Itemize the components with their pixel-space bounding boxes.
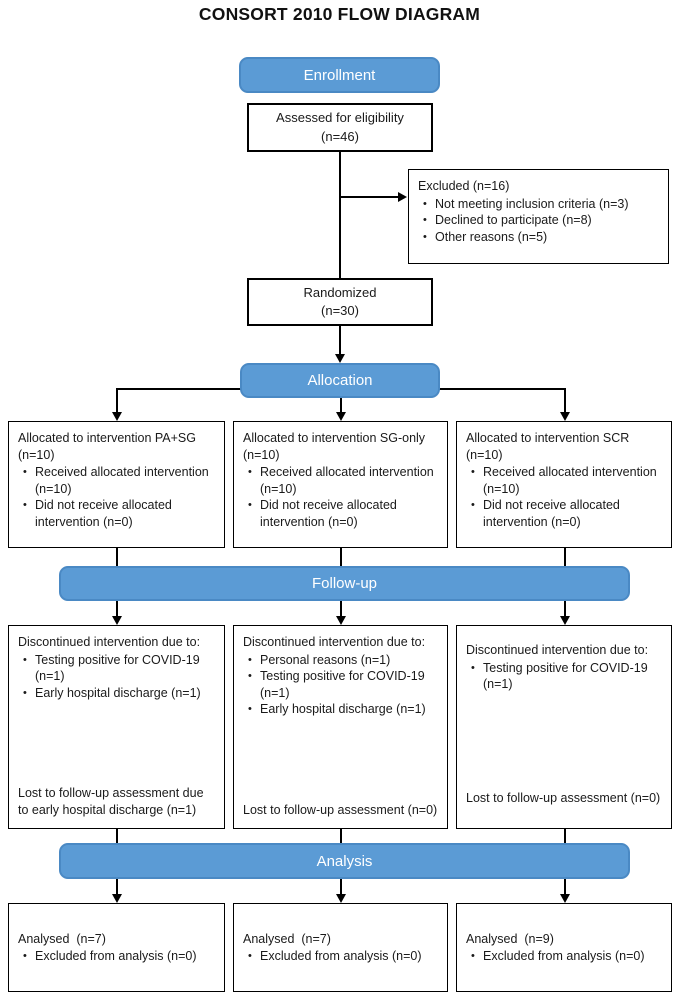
banner-followup-label: Follow-up	[311, 575, 378, 592]
list-item: • Testing positive for COVID-19 (n=1)	[243, 668, 438, 701]
followup-scr-bullets	[466, 660, 662, 693]
box-title: Discontinued intervention due to:	[466, 643, 649, 657]
box-followup-sgonly	[233, 625, 448, 829]
assessed-line2: (n=46)	[321, 128, 359, 144]
box-excluded	[408, 169, 669, 264]
box-title: Analysed (n=9)	[466, 931, 554, 946]
bullet-icon: •	[248, 466, 252, 478]
arrowhead-alloc-left	[112, 412, 122, 421]
analysis-sgonly-bullets	[243, 948, 438, 965]
arrowhead-alloc-right	[560, 412, 570, 421]
bullet-icon: •	[248, 670, 252, 682]
bullet-icon: •	[23, 950, 27, 962]
assessed-line1: Assessed for eligibility	[276, 110, 404, 126]
bullet-icon: •	[423, 214, 427, 226]
list-item: • Other reasons (n=5)	[418, 229, 659, 246]
bullet-icon: •	[23, 686, 27, 699]
list-item: • Received allocated intervention (n=10)	[243, 464, 438, 497]
bullet-icon: •	[471, 661, 475, 674]
excluded-bullets	[418, 196, 659, 246]
box-title: Allocated to intervention SG-only (n=10)	[243, 431, 429, 462]
bullet-icon: •	[471, 950, 475, 962]
box-title: Analysed (n=7)	[243, 931, 331, 946]
connector-to-excluded	[340, 196, 399, 198]
box-allocation-sgonly	[233, 421, 448, 548]
list-item: • Did not receive allocated intervention (n=0)	[243, 497, 438, 530]
lost-to-followup-note: Lost to follow-up assessment (n=0)	[466, 790, 661, 805]
followup-pasg-bullets	[18, 652, 215, 702]
arrowhead-alloc-mid	[336, 412, 346, 421]
banner-enrollment	[239, 57, 440, 93]
bullet-icon: •	[23, 499, 27, 511]
randomized-line1: Randomized	[303, 284, 377, 300]
branch-line-left	[116, 388, 246, 390]
list-item: • Declined to participate (n=8)	[418, 212, 659, 229]
analysis-scr-bullets	[466, 948, 662, 965]
banner-allocation-label: Allocation	[307, 372, 373, 389]
bullet-icon: •	[248, 950, 252, 962]
arrowhead-excluded	[398, 192, 407, 202]
banner-allocation	[240, 363, 440, 398]
bullet-icon: •	[423, 197, 427, 210]
allocation-scr-bullets	[466, 464, 662, 530]
allocation-sgonly-bullets	[243, 464, 438, 530]
bullet-icon: •	[471, 499, 475, 511]
list-item: • Early hospital discharge (n=1)	[18, 685, 215, 702]
box-analysis-scr	[456, 903, 672, 992]
diagram-title: CONSORT 2010 FLOW DIAGRAM	[198, 4, 481, 24]
list-item: • Did not receive allocated intervention (n=0)	[466, 497, 662, 530]
box-analysis-sgonly	[233, 903, 448, 992]
box-title: Analysed (n=7)	[18, 931, 106, 946]
box-analysis-pasg	[8, 903, 225, 992]
analysis-pasg-bullets	[18, 948, 215, 965]
list-item: • Early hospital discharge (n=1)	[243, 701, 438, 718]
box-allocation-scr	[456, 421, 672, 548]
banner-analysis-label: Analysis	[316, 852, 373, 870]
arrowhead-followup-left	[112, 616, 122, 625]
connector-assessed-randomized	[339, 152, 341, 278]
bullet-icon: •	[248, 703, 252, 715]
list-item: • Excluded from analysis (n=0)	[466, 948, 662, 965]
arrowhead-analysis-right	[560, 894, 570, 903]
arrowhead-analysis-mid	[336, 894, 346, 903]
box-followup-pasg	[8, 625, 225, 829]
list-item: • Not meeting inclusion criteria (n=3)	[418, 196, 659, 213]
bullet-icon: •	[248, 499, 252, 511]
arrowhead-followup-right	[560, 616, 570, 625]
box-title: Discontinued intervention due to:	[18, 635, 201, 649]
list-item: • Excluded from analysis (n=0)	[18, 948, 215, 965]
arrowhead-followup-mid	[336, 616, 346, 625]
lost-to-followup-note: Lost to follow-up assessment due to early hospital discharge (n=1)	[18, 786, 204, 817]
list-item: • Received allocated intervention (n=10)	[466, 464, 662, 497]
box-allocation-pasg	[8, 421, 225, 548]
connector-randomized-allocation	[339, 326, 341, 355]
box-title: Allocated to intervention SCR (n=10)	[466, 431, 633, 462]
list-item: • Did not receive allocated intervention (n=0)	[18, 497, 215, 530]
followup-sgonly-bullets	[243, 652, 438, 718]
arrowhead-allocation	[335, 354, 345, 363]
connector-alloc-mid	[340, 397, 342, 412]
box-followup-scr	[456, 625, 672, 829]
connector-alloc-left	[116, 388, 118, 412]
banner-enrollment-label: Enrollment	[303, 66, 376, 84]
list-item: • Excluded from analysis (n=0)	[243, 948, 438, 965]
randomized-line2: (n=30)	[321, 303, 359, 318]
list-item: • Received allocated intervention (n=10)	[18, 464, 215, 497]
box-randomized	[247, 278, 433, 326]
connector-alloc-right	[564, 388, 566, 412]
bullet-icon: •	[471, 466, 475, 478]
excluded-title: Excluded (n=16)	[418, 179, 510, 193]
bullet-icon: •	[423, 230, 427, 243]
bullet-icon: •	[23, 653, 27, 666]
bullet-icon: •	[23, 466, 27, 478]
list-item: • Personal reasons (n=1)	[243, 652, 438, 669]
bullet-icon: •	[248, 653, 252, 666]
box-title: Allocated to intervention PA+SG (n=10)	[18, 431, 200, 462]
box-assessed	[247, 103, 433, 152]
branch-line-right	[435, 388, 565, 390]
lost-to-followup-note: Lost to follow-up assessment (n=0)	[243, 802, 438, 817]
allocation-pasg-bullets	[18, 464, 215, 530]
banner-followup	[59, 566, 630, 601]
list-item: • Testing positive for COVID-19 (n=1)	[466, 660, 662, 693]
banner-analysis	[59, 843, 630, 879]
arrowhead-analysis-left	[112, 894, 122, 903]
box-title: Discontinued intervention due to:	[243, 635, 426, 649]
list-item: • Testing positive for COVID-19 (n=1)	[18, 652, 215, 685]
